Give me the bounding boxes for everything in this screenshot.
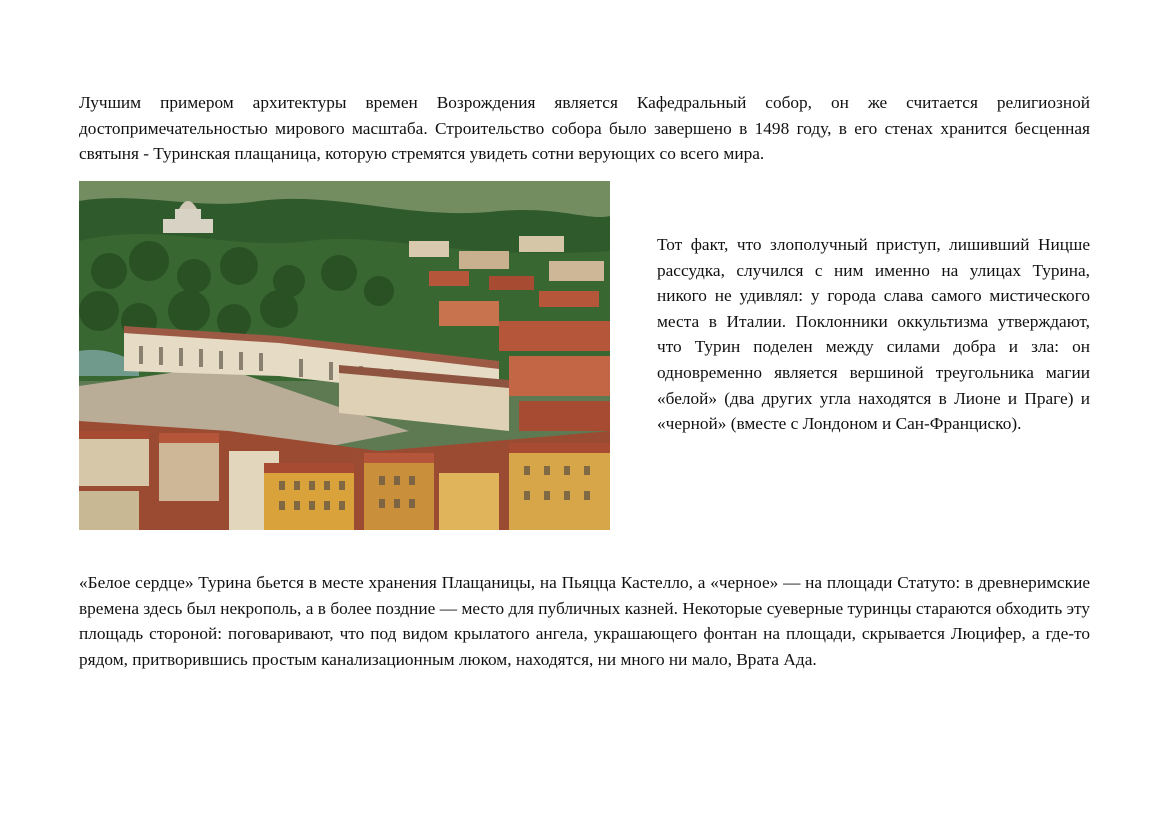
closing-paragraph: «Белое сердце» Турина бьется в месте хранения Плащаницы, на Пьяцца Кастелло, а «черное» — на площади Статуто: в древнеримские времена здесь был некрополь, а в более поздние — место для публичных казней. Некоторые суеверные туринцы стараются обходить эту площадь стороной: поговаривают, что под видом крылатого ангела, украшающего фонтан на площади, скрывается Люцифер, а где-то рядом, притворившись простым канализационным люком, находятся, ни много ни мало, Врата Ада. [79, 573, 1090, 669]
intro-paragraph: Лучшим примером архитектуры времен Возрождения является Кафедральный собор, он же считается религиозной достопримечательностью мирового масштаба. Строительство собора было завершено в 1498 году, в его стенах хранится бесценная святыня - Туринская плащаница, которую стремятся увидеть сотни верующих со всего мира. [79, 93, 1090, 164]
side-paragraph: Тот факт, что злополучный приступ, лишивший Ницше рассудка, случился с ним именно на улицах Турина, никого не удивлял: у города слава самого мистического места в Италии. Поклонники оккультизма утверждают, что Турин поделен между силами добра и зла: он одновременно является вершиной треугольника магии «белой» (два других угла находятся в Лионе и Праге) и «черной» (вместе с Лондоном и Сан-Франциско). [657, 235, 1090, 434]
turin-city-illustration [79, 181, 610, 530]
turin-city-photo [79, 181, 610, 530]
